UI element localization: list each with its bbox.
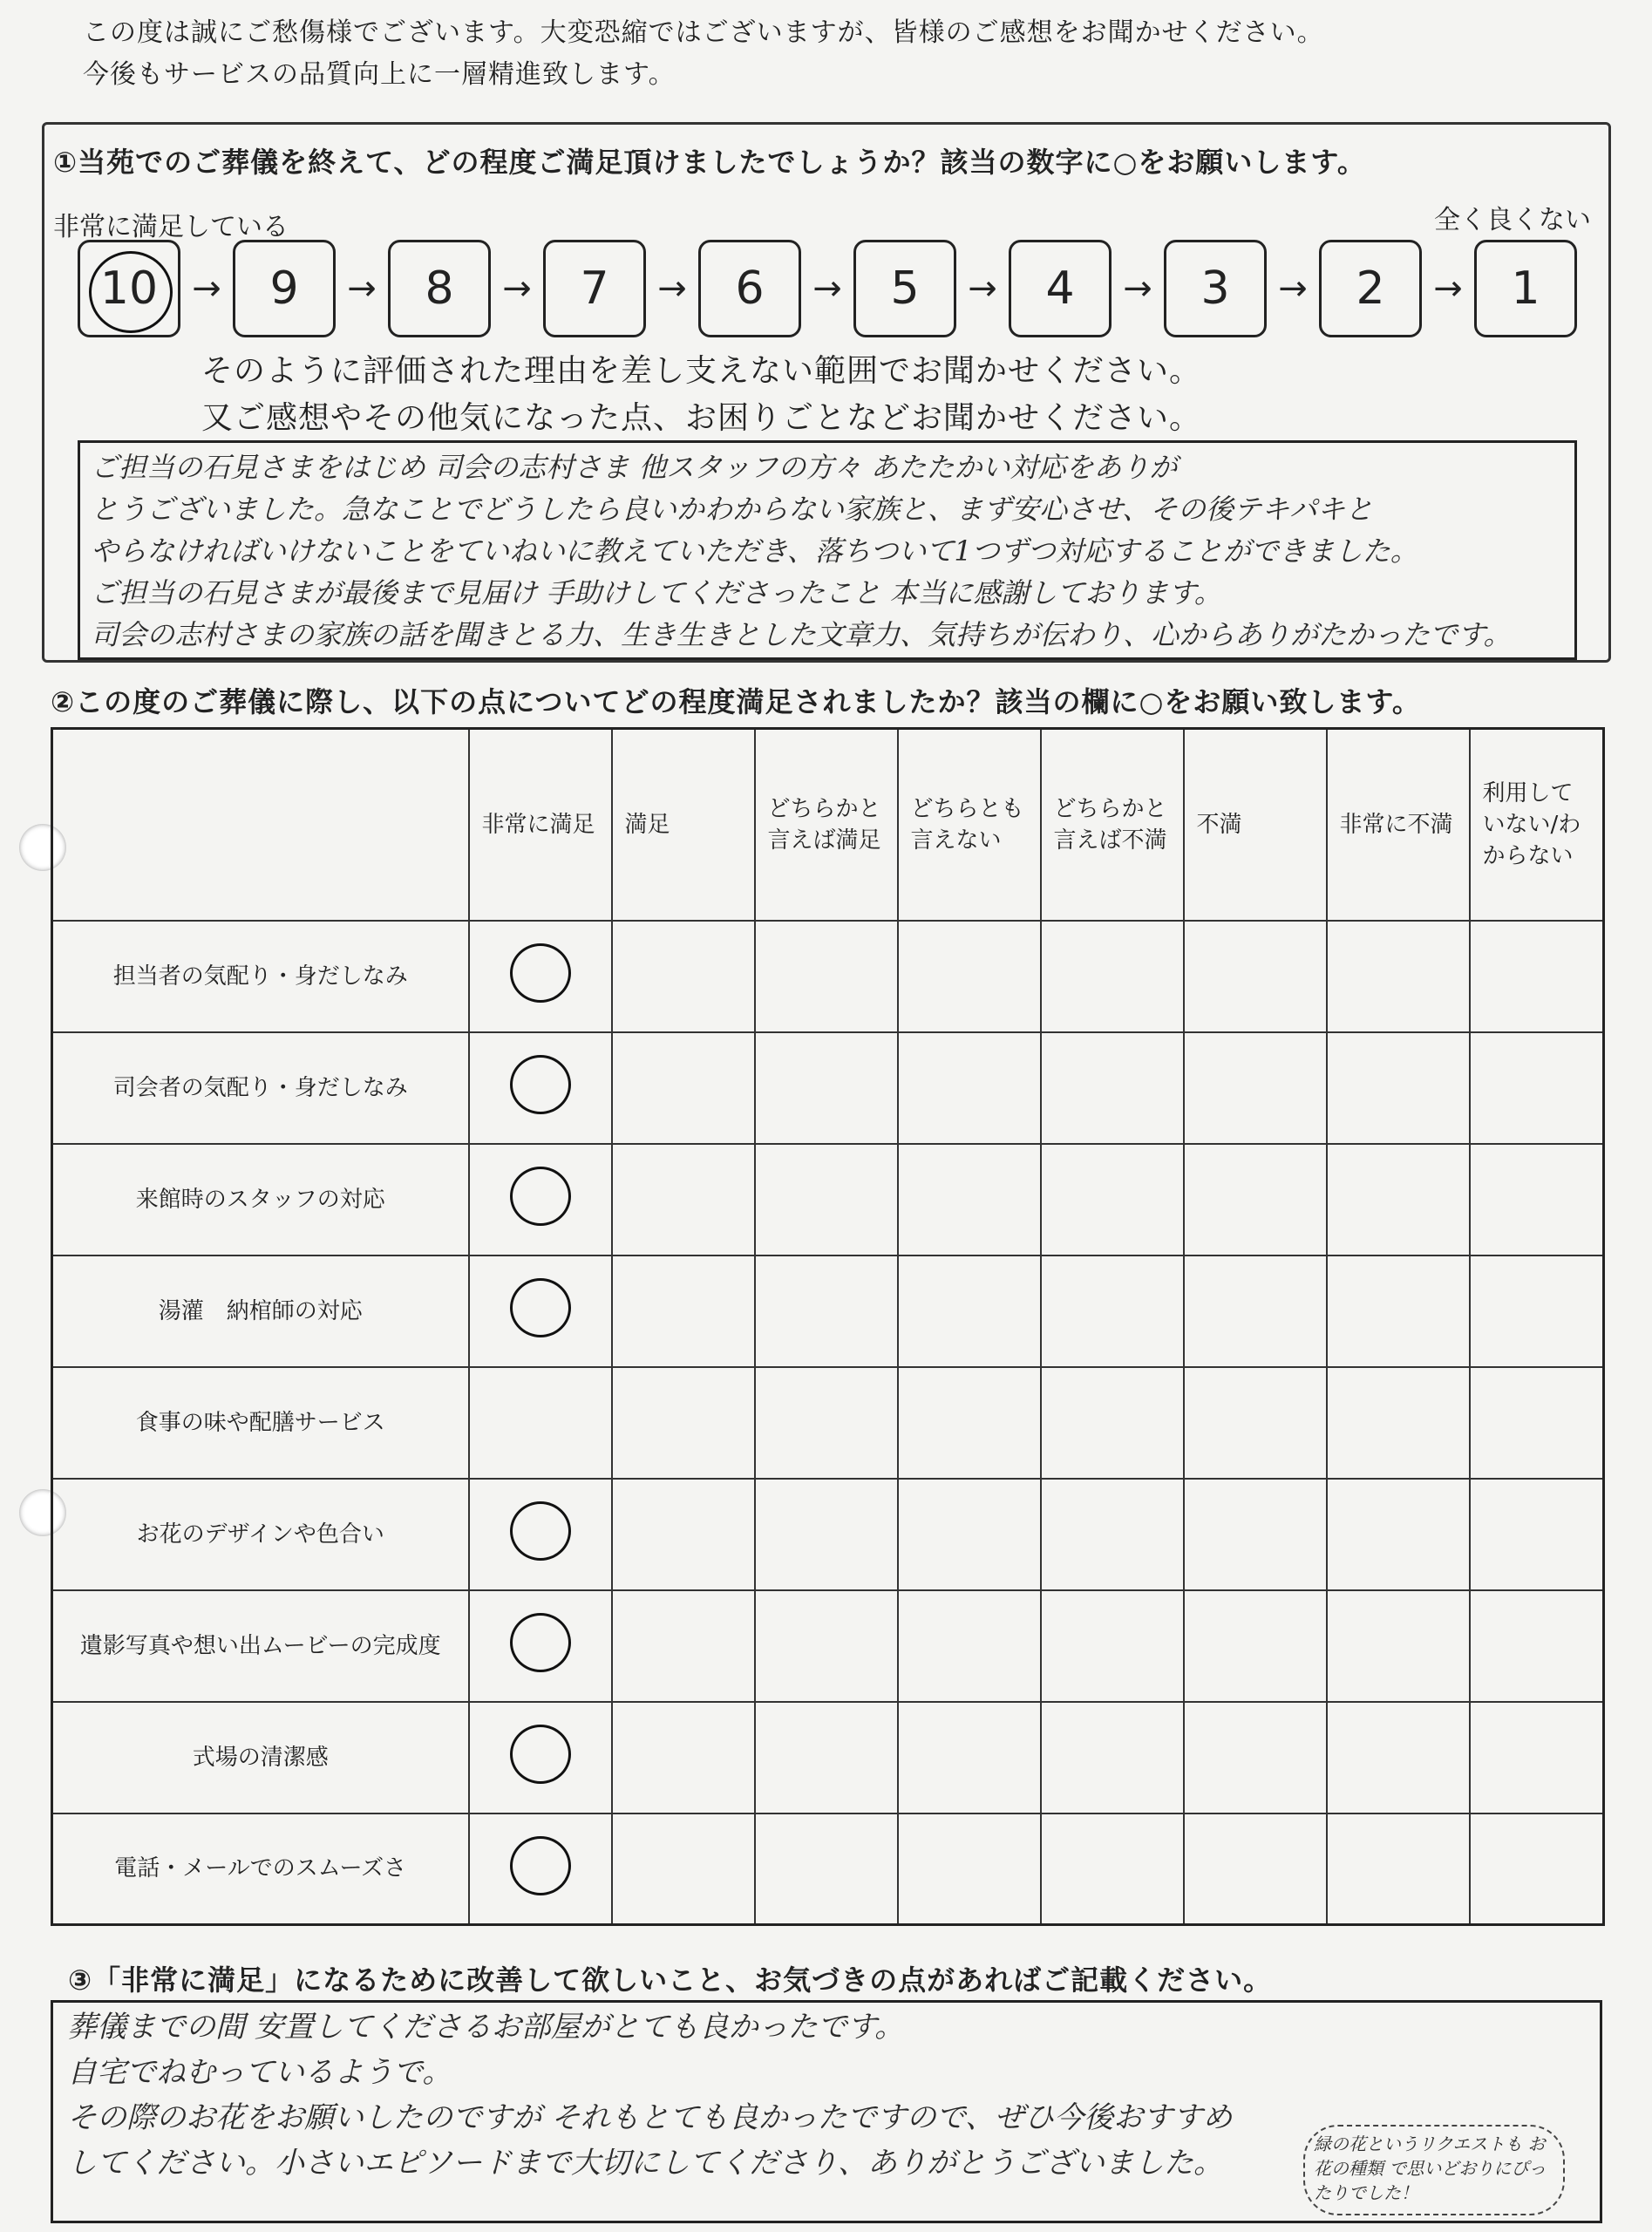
arrow-icon: →	[192, 269, 221, 309]
rating-cell[interactable]	[612, 1590, 755, 1702]
grid-row	[52, 1032, 1604, 1144]
row-label: 来館時のスタッフの対応	[52, 1144, 469, 1256]
column-header: 非常に不満	[1327, 729, 1470, 921]
comment-box-1[interactable]	[78, 440, 1577, 660]
handwritten-line: してください。小さいエピソードまで大切にしてくださり、ありがとうございました。	[67, 2146, 1223, 2181]
column-header: どちらかと言えば満足	[755, 729, 898, 921]
rating-cell[interactable]	[612, 1032, 755, 1144]
rating-cell[interactable]	[469, 1814, 612, 1925]
rating-cell[interactable]	[469, 1032, 612, 1144]
grid-corner-cell	[52, 729, 469, 921]
comment-box-3[interactable]	[51, 2000, 1602, 2223]
rating-cell[interactable]	[1327, 1144, 1470, 1256]
rating-cell[interactable]	[898, 1256, 1041, 1367]
circle-mark-icon	[510, 1278, 571, 1337]
circle-mark-icon	[510, 1501, 571, 1561]
rating-cell[interactable]	[1041, 1590, 1184, 1702]
rating-cell[interactable]	[1470, 1144, 1604, 1256]
intro-line-1: この度は誠にご愁傷様でございます。大変恐縮ではございますが、皆様のご感想をお聞かせください。	[83, 17, 1324, 48]
rating-option-5[interactable]: 5	[853, 240, 956, 337]
rating-cell[interactable]	[1041, 1814, 1184, 1925]
rating-option-1[interactable]: 1	[1474, 240, 1577, 337]
row-label: 司会者の気配り・身だしなみ	[52, 1032, 469, 1144]
rating-option-6[interactable]: 6	[698, 240, 801, 337]
handwritten-line: やらなければいけないことをていねいに教えていただき、落ちついて1つずつ対応することができました。	[91, 534, 1418, 568]
grid-row	[52, 1479, 1604, 1590]
rating-cell[interactable]	[1470, 921, 1604, 1032]
rating-cell[interactable]	[1041, 1256, 1184, 1367]
rating-cell[interactable]	[612, 1479, 755, 1590]
row-label: 遺影写真や想い出ムービーの完成度	[52, 1590, 469, 1702]
rating-cell[interactable]	[1470, 1814, 1604, 1925]
rating-cell[interactable]	[1041, 921, 1184, 1032]
side-note-text: 緑の花というリクエストも お花の種類 で思いどおりにぴったりでした！	[1314, 2133, 1547, 2203]
rating-cell[interactable]	[1470, 1032, 1604, 1144]
rating-cell[interactable]	[469, 1702, 612, 1814]
grid-row	[52, 1144, 1604, 1256]
rating-cell[interactable]	[612, 1367, 755, 1479]
handwritten-line: その際のお花をお願いしたのですが それもとても良かったですので、ぜひ今後おすすめ	[67, 2100, 1233, 2135]
rating-cell[interactable]	[1184, 921, 1327, 1032]
rating-cell[interactable]	[1327, 921, 1470, 1032]
row-label: 式場の清潔感	[52, 1702, 469, 1814]
rating-cell[interactable]	[1470, 1256, 1604, 1367]
handwritten-line: ご担当の石見さまをはじめ 司会の志村さま 他スタッフの方々 あたたかい対応をありが	[91, 451, 1178, 484]
reason-prompt-line-2: 又ご感想やその他気になった点、お困りごとなどお聞かせください。	[201, 400, 1202, 436]
circle-mark-icon	[510, 1167, 571, 1226]
grid-row	[52, 1367, 1604, 1479]
handwritten-line: 自宅でねむっているようで。	[67, 2055, 452, 2090]
column-header: どちらとも言えない	[898, 729, 1041, 921]
rating-cell[interactable]	[898, 1032, 1041, 1144]
rating-cell[interactable]	[1470, 1590, 1604, 1702]
rating-cell[interactable]	[1184, 1702, 1327, 1814]
grid-row	[52, 1702, 1604, 1814]
rating-cell[interactable]	[1470, 1367, 1604, 1479]
rating-cell[interactable]	[612, 1702, 755, 1814]
column-header: どちらかと言えば不満	[1041, 729, 1184, 921]
grid-row	[52, 1590, 1604, 1702]
rating-option-3[interactable]: 3	[1164, 240, 1267, 337]
rating-cell[interactable]	[755, 1256, 898, 1367]
grid-row	[52, 1256, 1604, 1367]
rating-cell[interactable]	[1184, 1032, 1327, 1144]
row-label: 担当者の気配り・身だしなみ	[52, 921, 469, 1032]
grid-header-row	[52, 729, 1604, 921]
arrow-icon: →	[657, 269, 687, 309]
rating-cell[interactable]	[898, 1479, 1041, 1590]
rating-cell[interactable]	[1041, 1144, 1184, 1256]
rating-cell[interactable]	[1041, 1032, 1184, 1144]
rating-cell[interactable]	[1184, 1256, 1327, 1367]
rating-cell[interactable]	[898, 1367, 1041, 1479]
arrow-icon: →	[502, 269, 532, 309]
side-note-bubble	[1303, 2125, 1565, 2215]
rating-cell[interactable]	[1327, 1702, 1470, 1814]
rating-cell[interactable]	[612, 921, 755, 1032]
rating-cell[interactable]	[755, 1814, 898, 1925]
arrow-icon: →	[1123, 269, 1152, 309]
rating-option-10[interactable]: 10	[78, 240, 180, 337]
grid-row	[52, 1814, 1604, 1925]
handwritten-line: ご担当の石見さまが最後まで見届け 手助けしてくださったこと 本当に感謝しております。	[91, 576, 1222, 609]
rating-cell[interactable]	[1470, 1702, 1604, 1814]
rating-cell[interactable]	[1470, 1479, 1604, 1590]
arrow-icon: →	[1433, 269, 1463, 309]
rating-cell[interactable]	[1327, 1367, 1470, 1479]
row-label: 電話・メールでのスムーズさ	[52, 1814, 469, 1925]
rating-cell[interactable]	[612, 1256, 755, 1367]
reason-prompt	[201, 348, 1201, 442]
circle-mark-icon	[510, 1613, 571, 1672]
rating-cell[interactable]	[469, 1367, 612, 1479]
rating-cell[interactable]	[1327, 1256, 1470, 1367]
rating-cell[interactable]	[755, 921, 898, 1032]
handwritten-line: とうございました。急なことでどうしたら良いかわからない家族と、まず安心させ、その後テキパキと	[91, 493, 1374, 526]
rating-cell[interactable]	[1041, 1367, 1184, 1479]
rating-cell[interactable]	[898, 1814, 1041, 1925]
rating-cell[interactable]	[1184, 1144, 1327, 1256]
circle-mark-icon	[510, 1055, 571, 1114]
rating-cell[interactable]	[469, 1479, 612, 1590]
circle-mark-icon	[510, 1725, 571, 1784]
row-label: お花のデザインや色合い	[52, 1479, 469, 1590]
scale-label-worst: 全く良くない	[1434, 205, 1591, 235]
rating-cell[interactable]	[755, 1590, 898, 1702]
rating-cell[interactable]	[612, 1814, 755, 1925]
rating-cell[interactable]	[469, 921, 612, 1032]
intro-line-2: 今後もサービスの品質向上に一層精進致します。	[83, 59, 676, 90]
rating-option-4[interactable]: 4	[1009, 240, 1112, 337]
row-label: 湯灌 納棺師の対応	[52, 1256, 469, 1367]
rating-cell[interactable]	[469, 1256, 612, 1367]
rating-cell[interactable]	[898, 1590, 1041, 1702]
section-3-heading: ③「非常に満足」になるために改善して欲しいこと、お気づきの点があればご記載ください。	[68, 1963, 1273, 1997]
rating-cell[interactable]	[1041, 1479, 1184, 1590]
grid-body	[52, 921, 1604, 1925]
rating-cell[interactable]	[755, 1702, 898, 1814]
rating-cell[interactable]	[898, 921, 1041, 1032]
column-header: 利用していない/わからない	[1470, 729, 1604, 921]
rating-cell[interactable]	[1184, 1814, 1327, 1925]
handwritten-line: 司会の志村さまの家族の話を聞きとる力、生き生きとした文章力、気持ちが伝わり、心からありがたかったです。	[91, 618, 1512, 651]
satisfaction-grid	[51, 727, 1605, 1926]
scale-label-best: 非常に満足している	[53, 212, 289, 242]
rating-cell[interactable]	[1184, 1479, 1327, 1590]
rating-option-7[interactable]: 7	[543, 240, 646, 337]
rating-cell[interactable]	[469, 1144, 612, 1256]
rating-cell[interactable]	[1184, 1367, 1327, 1479]
column-header: 不満	[1184, 729, 1327, 921]
section-1-heading: ①当苑でのご葬儀を終えて、どの程度ご満足頂けましたでしょうか？該当の数字に○をお願いします。	[53, 146, 1366, 179]
rating-cell[interactable]	[1327, 1479, 1470, 1590]
circle-mark-icon	[510, 1836, 571, 1895]
handwritten-line: 葬儀までの間 安置してくださるお部屋がとても良かったです。	[67, 2010, 905, 2045]
rating-option-9[interactable]: 9	[233, 240, 336, 337]
rating-scale	[78, 240, 1577, 337]
arrow-icon: →	[347, 269, 377, 309]
rating-cell[interactable]	[1327, 1590, 1470, 1702]
rating-option-2[interactable]: 2	[1319, 240, 1422, 337]
grid-row	[52, 921, 1604, 1032]
rating-cell[interactable]	[898, 1702, 1041, 1814]
rating-cell[interactable]	[1041, 1702, 1184, 1814]
rating-cell[interactable]	[755, 1367, 898, 1479]
column-header: 非常に満足	[469, 729, 612, 921]
arrow-icon: →	[812, 269, 842, 309]
rating-cell[interactable]	[469, 1590, 612, 1702]
circle-mark-icon	[510, 943, 571, 1003]
rating-cell[interactable]	[898, 1144, 1041, 1256]
column-header: 満足	[612, 729, 755, 921]
rating-option-8[interactable]: 8	[388, 240, 491, 337]
rating-cell[interactable]	[1327, 1814, 1470, 1925]
rating-cell[interactable]	[755, 1479, 898, 1590]
section-1-overall-satisfaction	[42, 122, 1611, 663]
rating-cell[interactable]	[1327, 1032, 1470, 1144]
row-label: 食事の味や配膳サービス	[52, 1367, 469, 1479]
arrow-icon: →	[1278, 269, 1308, 309]
intro-text	[83, 12, 1324, 96]
rating-cell[interactable]	[755, 1032, 898, 1144]
rating-cell[interactable]	[755, 1144, 898, 1256]
section-2-heading: ②この度のご葬儀に際し、以下の点についてどの程度満足されましたか？該当の欄に○をお願い致します。	[51, 685, 1421, 718]
reason-prompt-line-1: そのように評価された理由を差し支えない範囲でお聞かせください。	[201, 353, 1202, 389]
rating-cell[interactable]	[612, 1144, 755, 1256]
rating-cell[interactable]	[1184, 1590, 1327, 1702]
arrow-icon: →	[968, 269, 997, 309]
